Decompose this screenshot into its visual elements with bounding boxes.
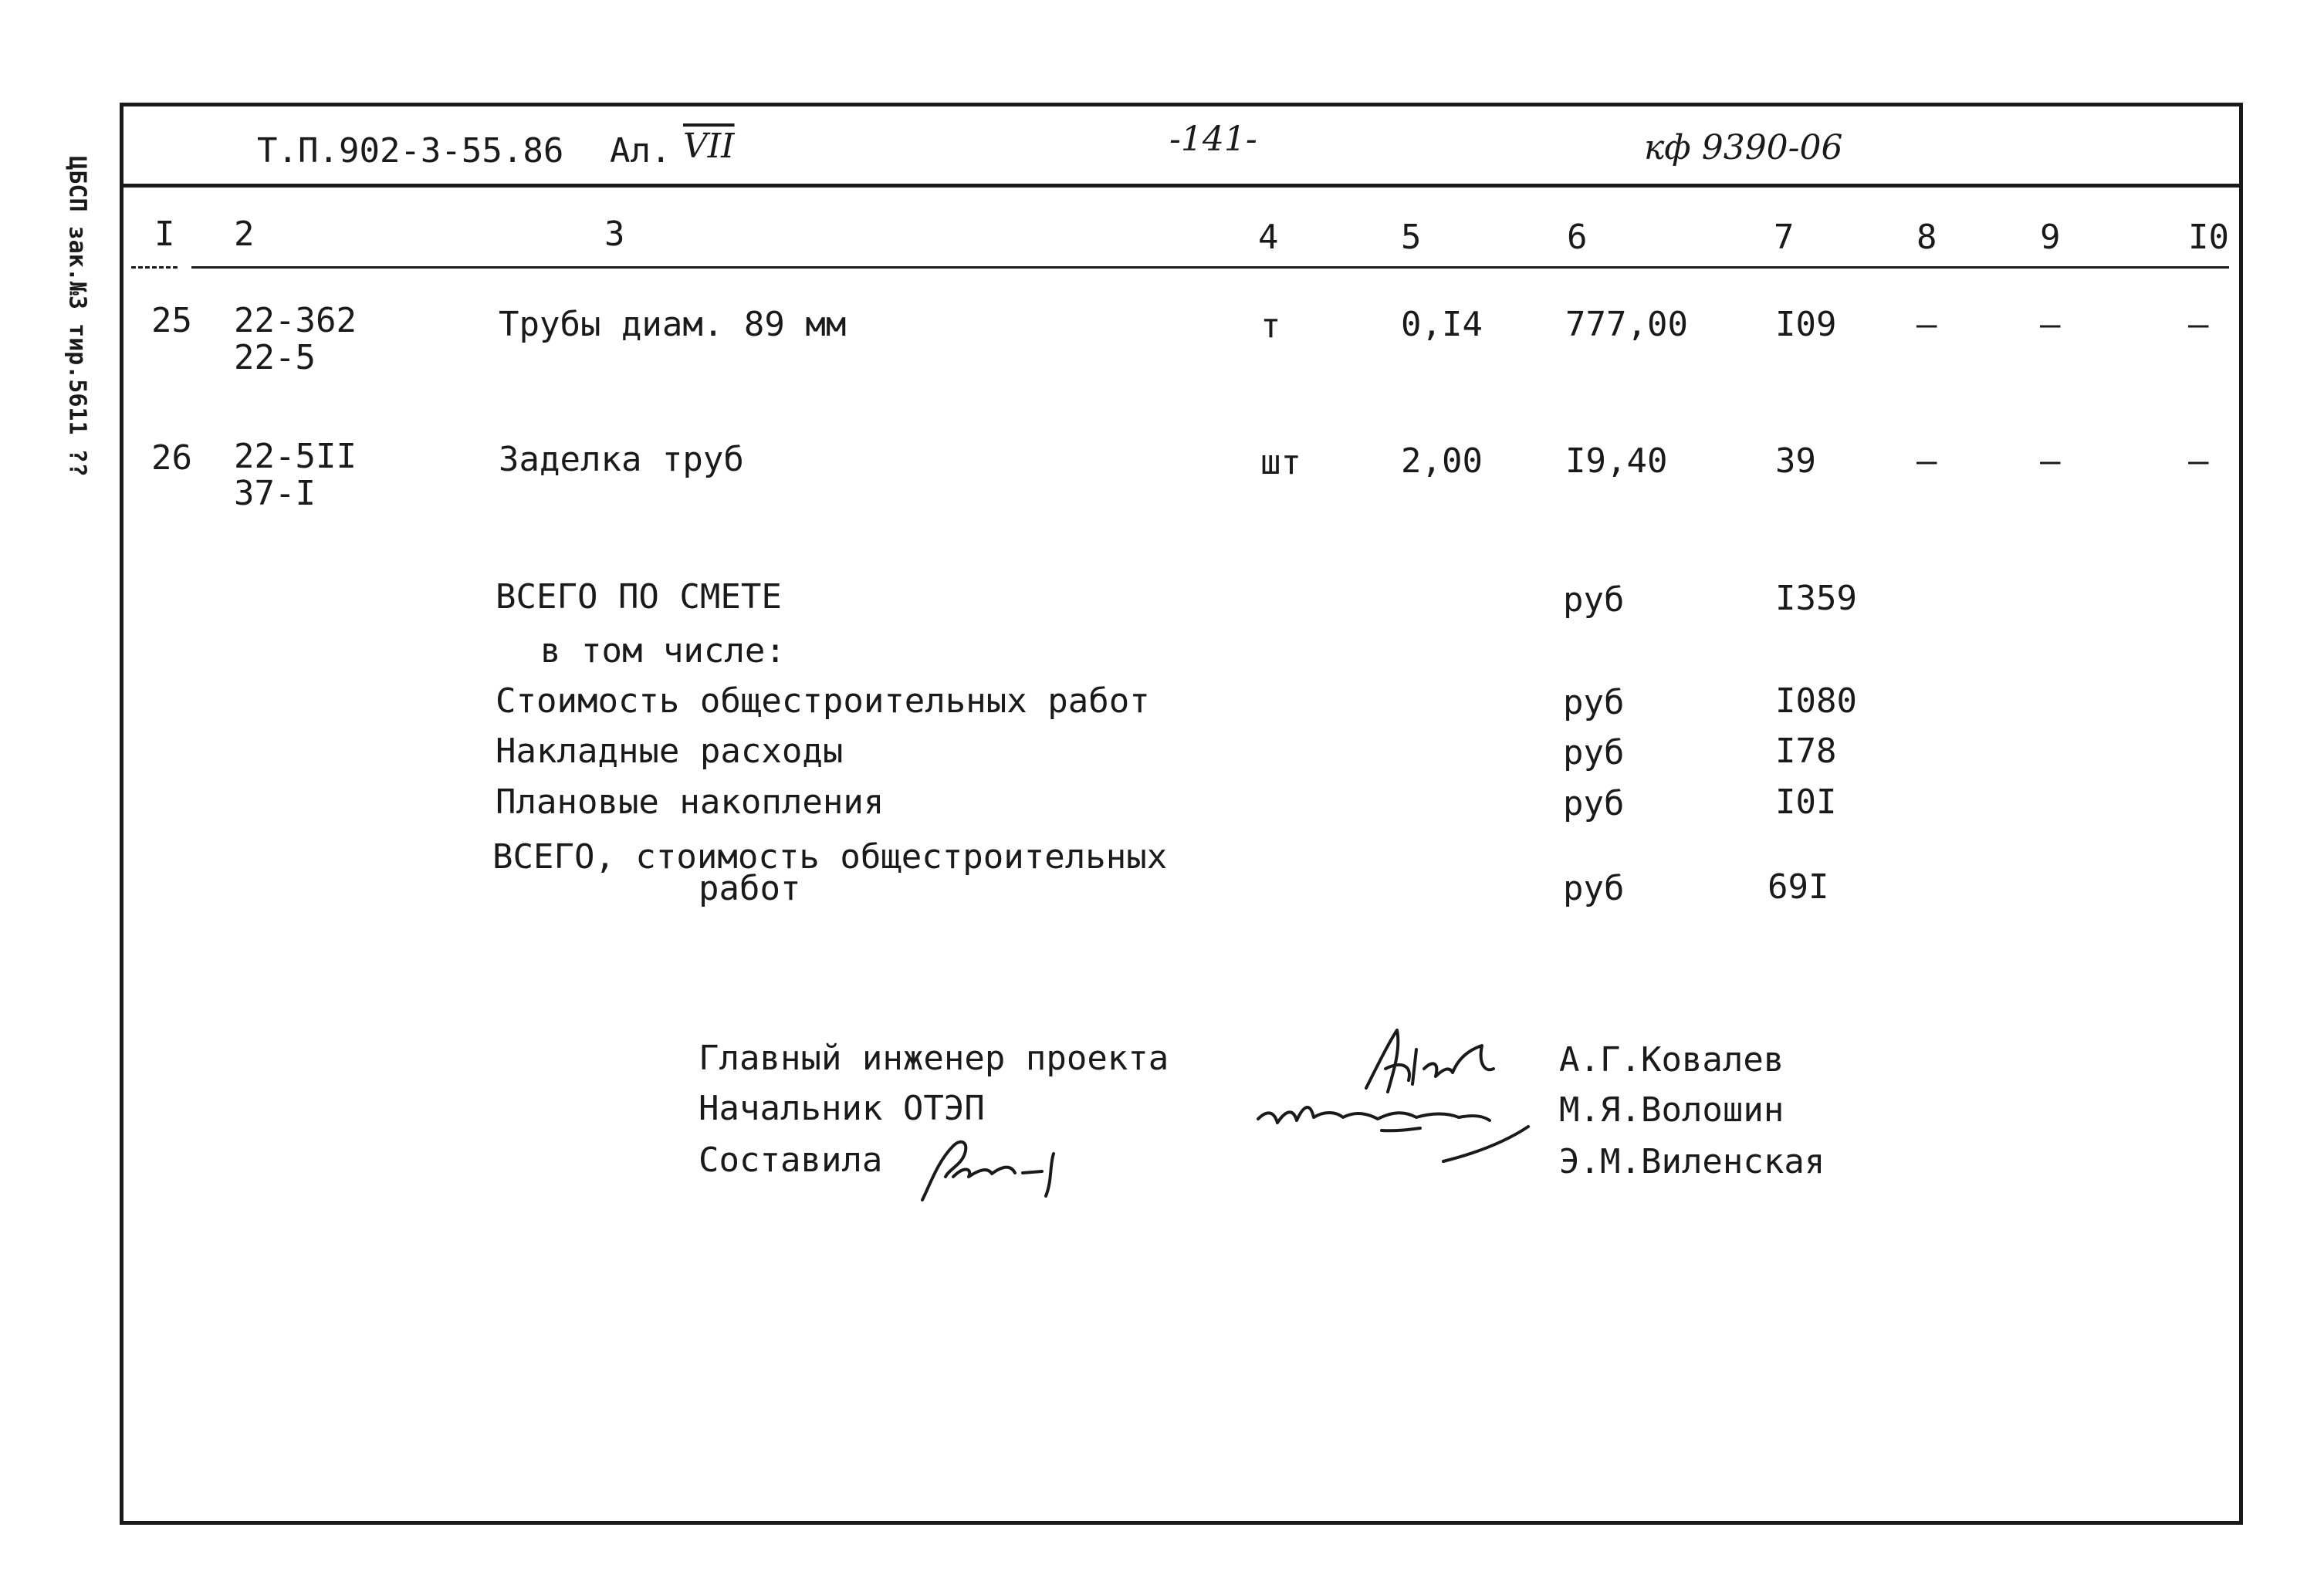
row-code-secondary: 22-5: [234, 338, 316, 377]
row-quantity: 0,I4: [1401, 305, 1483, 344]
col-header-10: I0: [2188, 218, 2229, 257]
row-col10: –: [2188, 441, 2209, 481]
row-unit: шт: [1260, 443, 1301, 482]
row-col8: –: [1916, 305, 1937, 344]
col-header-4: 4: [1258, 218, 1279, 257]
row-col8: –: [1916, 441, 1937, 481]
col-header-2: 2: [234, 215, 255, 254]
summary-total-value: I359: [1775, 579, 1857, 618]
signature-name: Э.М.Виленская: [1559, 1142, 1825, 1181]
col-header-9: 9: [2040, 218, 2061, 257]
signature-role: Главный инженер проекта: [699, 1039, 1169, 1078]
row-code-primary: 22-362: [234, 301, 357, 340]
row-code-primary: 22-5II: [234, 437, 357, 476]
summary-final-unit: руб: [1563, 869, 1625, 908]
column-header-divider-dashed: [131, 266, 178, 269]
summary-item-unit: руб: [1563, 784, 1625, 823]
row-unit-price: I9,40: [1565, 441, 1668, 481]
summary-final-label-cont: работ: [699, 869, 801, 908]
doc-code: кф 9390-06: [1644, 128, 1843, 167]
column-header-divider: [191, 266, 2229, 269]
col-header-1: I: [154, 215, 175, 254]
summary-total-unit: руб: [1563, 580, 1625, 620]
row-code-secondary: 37-I: [234, 474, 316, 513]
summary-item-label: Плановые накопления: [496, 782, 885, 822]
page-number: -141-: [1169, 120, 1257, 159]
row-name: Заделка труб: [499, 440, 744, 479]
signature-role: Составила: [699, 1140, 883, 1180]
handwritten-signatures-image: [1250, 995, 1544, 1173]
col-header-8: 8: [1916, 218, 1937, 257]
signature-name: А.Г.Ковалев: [1559, 1040, 1784, 1080]
album-number: $\overline{VII}$: [683, 127, 735, 166]
album-label: Ал.: [610, 131, 671, 171]
col-header-3: 3: [604, 215, 625, 254]
row-col9: –: [2040, 441, 2061, 481]
row-number: 25: [151, 301, 192, 340]
project-code: Т.П.902-3-55.86: [257, 131, 564, 171]
summary-including-label: в том числе:: [540, 631, 786, 671]
col-header-7: 7: [1774, 218, 1795, 257]
summary-item-value: I78: [1775, 732, 1837, 771]
header-divider: [120, 184, 2243, 188]
row-col10: –: [2188, 305, 2209, 344]
row-col9: –: [2040, 305, 2061, 344]
compiler-signature-image: [907, 1123, 1092, 1211]
row-total: 39: [1775, 441, 1816, 481]
row-name: Трубы диам. 89 мм: [499, 305, 847, 344]
col-header-6: 6: [1567, 218, 1588, 257]
summary-total-label: ВСЕГО ПО СМЕТЕ: [496, 577, 782, 617]
summary-item-value: I0I: [1775, 782, 1837, 822]
summary-item-value: I080: [1775, 681, 1857, 721]
summary-item-unit: руб: [1563, 683, 1625, 722]
summary-final-value: 69I: [1768, 867, 1829, 907]
row-unit-price: 777,00: [1565, 305, 1688, 344]
row-unit: т: [1260, 306, 1281, 346]
row-number: 26: [151, 438, 192, 478]
summary-item-unit: руб: [1563, 733, 1625, 772]
side-stamp: ЦБСП зак.№3 тир.5611 ??: [63, 156, 91, 477]
signature-name: М.Я.Волошин: [1559, 1090, 1784, 1130]
col-header-5: 5: [1401, 218, 1422, 257]
signature-role: Начальник ОТЭП: [699, 1089, 985, 1128]
summary-item-label: Накладные расходы: [496, 732, 844, 771]
row-quantity: 2,00: [1401, 441, 1483, 481]
row-total: I09: [1775, 305, 1837, 344]
summary-final-label: ВСЕГО, стоимость общестроительных: [492, 837, 1168, 877]
summary-item-label: Стоимость общестроительных работ: [496, 681, 1150, 721]
